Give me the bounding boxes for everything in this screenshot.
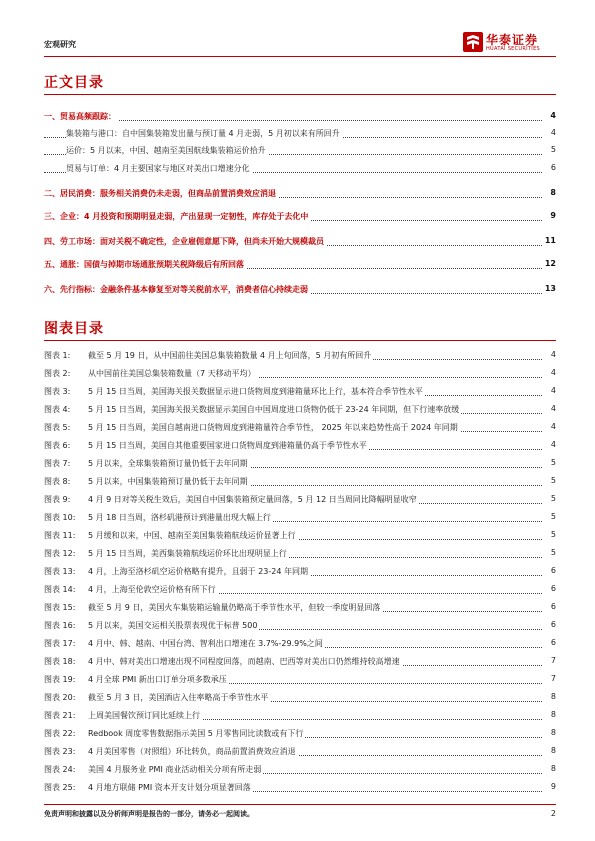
figure-caption: 4 月全球 PMI 新出口订单分项多数承压 (88, 675, 227, 684)
figure-entry[interactable] (44, 476, 556, 490)
figure-number: 图表 24: (44, 765, 76, 774)
figure-entry[interactable] (44, 458, 556, 472)
figure-number: 图表 20: (44, 693, 76, 702)
brand-name-cn: 华泰证券 (486, 33, 539, 47)
figure-entry[interactable] (44, 422, 556, 436)
figure-entry-label (44, 530, 298, 541)
figure-caption: 5 月以来，全球集装箱预订量仍低于去年同期 (88, 459, 248, 468)
toc-entry-label: 一、贸易高频跟踪： (44, 112, 116, 121)
figure-number: 图表 12: (44, 549, 76, 558)
figure-number: 图表 9: (44, 495, 71, 504)
figure-entry-label (44, 638, 325, 649)
toc-entry-label: 二、居民消费：服务相关消费仍未走弱，但商品前置消费效应消退 (44, 189, 276, 198)
figure-caption: 4 月美国零售（对照组）环比转负，商品前置消费效应消退 (88, 747, 296, 756)
figure-number: 图表 7: (44, 459, 71, 468)
figure-entry-page: 6 (550, 584, 556, 593)
figure-entry[interactable] (44, 530, 556, 544)
figure-entry-label (44, 764, 263, 775)
figure-entry-page: 5 (550, 512, 556, 521)
figure-caption: 4 月，上海至伦敦空运价格有所下行 (88, 585, 216, 594)
toc-entry-label: 贸易与订单：4 月主要国家与地区对美出口增速分化 (66, 164, 250, 173)
figure-entry-page: 7 (550, 656, 556, 665)
figure-entry-label (44, 746, 298, 757)
toc-entry[interactable] (44, 145, 556, 159)
figure-entry-label (44, 404, 461, 415)
toc-entry-page: 5 (550, 145, 556, 154)
figure-number: 图表 23: (44, 747, 76, 756)
brand-logo (463, 31, 558, 53)
figure-entry-label (44, 548, 289, 559)
figure-entry-label (44, 476, 250, 487)
figure-entry-label (44, 422, 460, 433)
figure-entry-page: 4 (550, 350, 556, 359)
figure-entry[interactable] (44, 602, 556, 616)
figure-caption: 5 月缓和以来，中国、越南至美国集装箱航线运价显著上行 (88, 531, 296, 540)
figure-number: 图表 19: (44, 675, 76, 684)
figure-caption: 4 月中、韩、越南、中国台湾、智利出口增速在 3.7%-29.9%之间 (88, 639, 323, 648)
figure-caption: Redbook 周度零售数据指示美国 5 月零售同比读数或有下行 (88, 729, 304, 738)
figure-entry-page: 5 (550, 548, 556, 557)
figure-caption: 5 月 15 日当周，美国海关报关数据显示进口货物周度到港箱量环比上行，基本符合季节性水平 (88, 387, 423, 396)
figure-caption: 上周美国餐饮预订同比延续上行 (88, 711, 200, 720)
figure-entry-label (44, 782, 253, 793)
figure-entry[interactable] (44, 386, 556, 400)
figure-entry[interactable] (44, 494, 556, 508)
figure-entry-label (44, 386, 425, 397)
figure-entry-page: 8 (550, 710, 556, 719)
figure-entry-page: 4 (550, 386, 556, 395)
toc-entry-page: 6 (550, 163, 556, 172)
figures-title-rule (44, 340, 556, 341)
figure-caption: 5 月以来，中国集装箱预订量仍低于去年同期 (88, 477, 248, 486)
figure-entry-label (44, 458, 250, 469)
figure-entry-label (44, 512, 273, 523)
figure-entry-page: 6 (550, 638, 556, 647)
toc-entry-page: 12 (544, 259, 556, 268)
figure-entry-page: 4 (550, 440, 556, 449)
figure-number: 图表 22: (44, 729, 76, 738)
figure-entry[interactable] (44, 566, 556, 580)
figure-entry[interactable] (44, 656, 556, 670)
figure-entry-label (44, 620, 259, 631)
figure-entry-label (44, 350, 373, 361)
figure-entry[interactable] (44, 368, 556, 382)
figure-entry[interactable] (44, 746, 556, 760)
toc-entry-page: 13 (544, 284, 556, 293)
toc-entry[interactable] (44, 111, 556, 125)
figure-entry-page: 9 (550, 782, 556, 791)
toc-entry-page: 4 (550, 128, 556, 137)
figure-entry-page: 6 (550, 620, 556, 629)
figure-caption: 4 月中、韩对美出口增速出现不同程度回落，而越南、巴西等对美出口仍然维持较高增速 (88, 657, 400, 666)
report-category: 宏观研究 (44, 40, 76, 49)
figure-entry-label (44, 440, 369, 451)
toc-entry-label: 六、先行指标：金融条件基本修复至对等关税前水平，消费者信心持续走弱 (44, 285, 308, 294)
figure-number: 图表 5: (44, 423, 71, 432)
figure-number: 图表 8: (44, 477, 71, 486)
footer-disclaimer: 免责声明和披露以及分析师声明是报告的一部分，请务必一起阅读。 (44, 810, 254, 818)
page-number: 2 (550, 809, 556, 818)
toc-entry-label: 集装箱与港口：自中国集装箱发出量与预订量 4 月走弱，5 月初以来有所回升 (66, 129, 340, 138)
figure-entry-page: 8 (550, 692, 556, 701)
figure-entry[interactable] (44, 674, 556, 688)
figure-caption: 4 月地方联储 PMI 资本开支计划分项显著回落 (88, 783, 251, 792)
figure-entry-page: 8 (550, 764, 556, 773)
figure-entry-page: 5 (550, 494, 556, 503)
figure-number: 图表 13: (44, 567, 76, 576)
figure-entry-page: 5 (550, 530, 556, 539)
figure-number: 图表 21: (44, 711, 76, 720)
figure-entry-label (44, 656, 402, 667)
figure-number: 图表 3: (44, 387, 71, 396)
toc-title-rule (44, 94, 556, 95)
figure-entry[interactable] (44, 620, 556, 634)
figure-entry-page: 4 (550, 368, 556, 377)
toc-entry[interactable] (44, 236, 556, 250)
figure-entry-page: 4 (550, 422, 556, 431)
figure-number: 图表 25: (44, 783, 76, 792)
toc-entry[interactable] (44, 163, 556, 177)
header-rule (44, 56, 556, 57)
toc-entry-label: 运价：5 月以来，中国、越南至美国航线集装箱运价拾升 (66, 146, 266, 155)
toc-entry[interactable] (44, 128, 556, 142)
figure-entry-label (44, 602, 382, 613)
figure-caption: 截至 5 月 3 日，美国酒店入住率略高于季节性水平 (88, 693, 269, 702)
footer-rule (44, 804, 556, 805)
figure-caption: 4 月，上海至洛杉矶空运价格略有提升，且弱于 23-24 年同期 (88, 567, 308, 576)
figure-number: 图表 18: (44, 657, 76, 666)
figure-number: 图表 17: (44, 639, 76, 648)
figure-entry[interactable] (44, 782, 556, 796)
figure-entry[interactable] (44, 548, 556, 562)
toc-entry-label: 三、企业：4 月投资和预期明显走弱，产出显现一定韧性，库存处于去化中 (44, 212, 309, 221)
brand-name-en: HUATAI SECURITIES (486, 46, 540, 52)
figure-entry-page: 6 (550, 566, 556, 575)
figure-entry[interactable] (44, 404, 556, 418)
figure-number: 图表 11: (44, 531, 76, 540)
figure-entry-page: 8 (550, 746, 556, 755)
toc-entry[interactable] (44, 284, 556, 298)
figure-number: 图表 2: (44, 369, 71, 378)
toc-leader-dots (44, 120, 542, 121)
figure-entry-label (44, 728, 305, 739)
figure-entry-label (44, 584, 218, 595)
toc-entry-page: 9 (550, 211, 556, 220)
figure-caption: 5 月 18 日当周，洛杉矶港预计到港量出现大幅上行 (88, 513, 271, 522)
figure-caption: 美国 4 月服务业 PMI 商业活动相关分项有所走弱 (88, 765, 262, 774)
toc-entry[interactable] (44, 211, 556, 225)
toc-title: 正文目录 (44, 75, 104, 91)
figure-entry-page: 4 (550, 404, 556, 413)
figure-number: 图表 1: (44, 351, 71, 360)
figure-caption: 4 月 9 日对等关税生效后，美国自中国集装箱预定量回落，5 月 12 日当周同比降幅明显收窄 (88, 495, 417, 504)
figure-entry[interactable] (44, 728, 556, 742)
toc-entry-page: 11 (544, 236, 556, 245)
figure-number: 图表 14: (44, 585, 76, 594)
toc-entry-page: 4 (550, 111, 556, 120)
figure-entry[interactable] (44, 710, 556, 724)
figure-entry-page: 5 (550, 476, 556, 485)
figure-number: 图表 15: (44, 603, 76, 612)
figure-entry[interactable] (44, 584, 556, 598)
toc-entry-label: 五、通胀：国债与掉期市场通胀预期关税降级后有所回落 (44, 260, 244, 269)
huatai-logo-icon (463, 32, 483, 52)
figure-caption: 5 月 15 日当周，美西集装箱航线运价环比出现明显上行 (88, 549, 287, 558)
figure-caption: 5 月以来，美国交运相关股票表现优于标普 500 (88, 621, 258, 630)
figure-caption: 从中国前往美国总集装箱数量（7 天移动平均） (88, 369, 256, 378)
figure-entry-page: 6 (550, 602, 556, 611)
figure-entry-page: 8 (550, 728, 556, 737)
figure-caption: 截至 5 月 19 日，从中国前往美国总集装箱数量 4 月上旬回落，5 月初有所回升 (88, 351, 372, 360)
toc-entry[interactable] (44, 259, 556, 273)
figure-entry[interactable] (44, 764, 556, 778)
figure-caption: 截至 5 月 9 日，美国火车集装箱运输量仍略高于季节性水平，但较一季度明显回落 (88, 603, 381, 612)
figure-caption: 5 月 15 日当周，美国自其他重要国家进口货物周度到港箱量仍高于季节性水平 (88, 441, 367, 450)
figure-entry-label (44, 494, 419, 505)
figure-entry-label (44, 674, 229, 685)
figure-entry[interactable] (44, 692, 556, 706)
figure-caption: 5 月 15 日当周，美国海关报关数据显示美国自中国周度进口货物仍低于 23-24 年同期，但下行速率放缓 (88, 405, 460, 414)
figures-title: 图表目录 (44, 321, 104, 337)
figure-entry[interactable] (44, 350, 556, 364)
figure-entry-page: 7 (550, 674, 556, 683)
figure-entry-label (44, 368, 258, 379)
figure-entry[interactable] (44, 638, 556, 652)
figure-entry-label (44, 566, 310, 577)
figure-number: 图表 10: (44, 513, 76, 522)
figure-entry[interactable] (44, 512, 556, 526)
figure-caption: 5 月 15 日当周，美国自越南进口货物周度到港箱量符合季节性， 2025 年以来趋势性高于 2024 年同期 (88, 423, 458, 432)
figure-number: 图表 6: (44, 441, 71, 450)
figure-entry[interactable] (44, 440, 556, 454)
figure-entry-label (44, 710, 202, 721)
toc-entry[interactable] (44, 188, 556, 202)
toc-entry-label: 四、劳工市场：面对关税不确定性，企业雇佣意愿下降，但尚未开始大规模裁员 (44, 237, 324, 246)
figure-entry-label (44, 692, 270, 703)
toc-entry-page: 8 (550, 188, 556, 197)
figure-entry-page: 5 (550, 458, 556, 467)
figure-number: 图表 4: (44, 405, 71, 414)
figure-number: 图表 16: (44, 621, 76, 630)
